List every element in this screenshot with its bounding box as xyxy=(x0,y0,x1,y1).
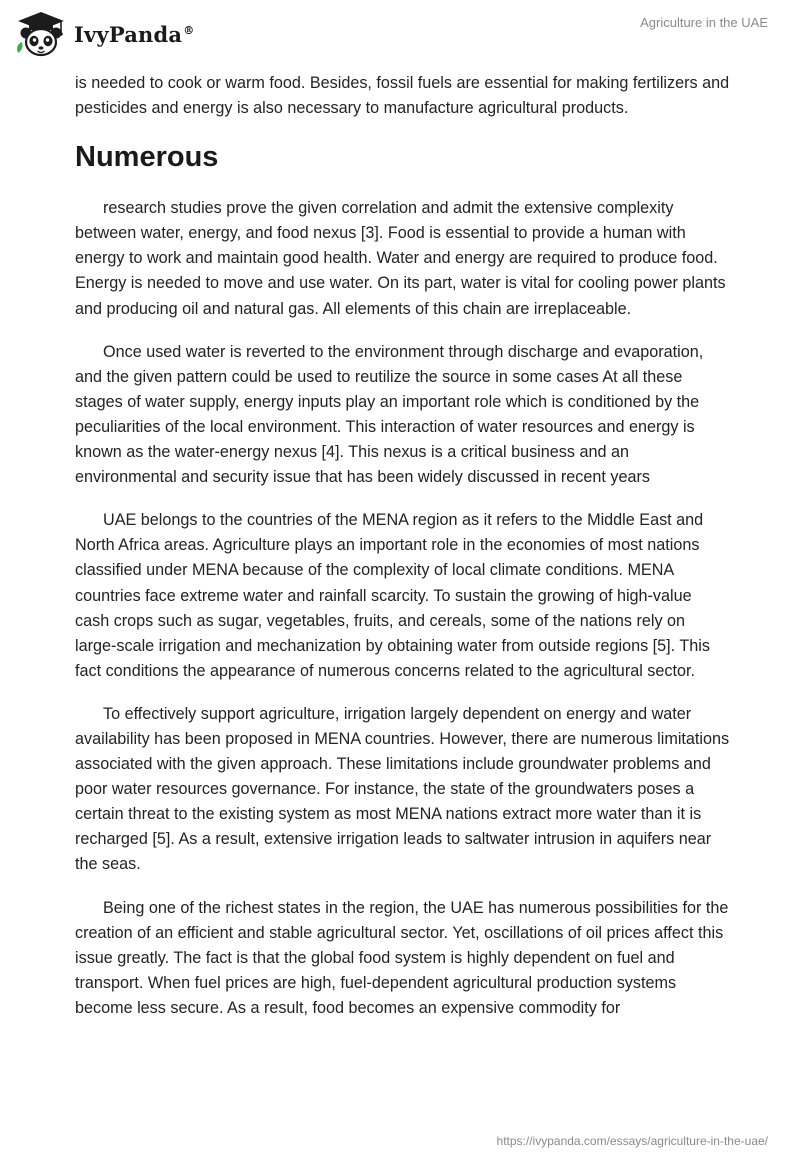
body-paragraph: research studies prove the given correlation and admit the extensive complexity between water, energy, and food nexus [3]. Food is essential to provide a human with energy to work and maintain good health. Water and energy are required to produce food. Energy is needed to move and use water. On its part, water is vital for cooling power plants and producing oil and natural gas. All elements of this chain are irreplaceable. xyxy=(75,199,726,318)
logo-wordmark xyxy=(74,22,194,47)
body-paragraph: UAE belongs to the countries of the MENA region as it refers to the Middle East and North Africa areas. Agriculture plays an important role in the economies of most nations classified under MENA because of the complexity of local climate conditions. MENA countries face extreme water and rainfall scarcity. To sustain the growing of high-value cash crops such as sugar, vegetables, fruits, and cereals, some of the nations rely on large-scale irrigation and mechanization by obtaining water from outside regions [5]. This fact conditions the appearance of numerous concerns related to the agricultural sector. xyxy=(75,511,710,680)
ivypanda-logo[interactable] xyxy=(14,9,194,59)
body-paragraph: Once used water is reverted to the environment through discharge and evaporation, and the given pattern could be used to reutilize the source in some cases At all these stages of water supply, energy inputs play an important role which is conditioned by the peculiarities of the local environment. This interaction of water resources and energy is known as the water-energy nexus [4]. This nexus is a critical business and an environmental and security issue that has been widely discussed in recent years xyxy=(75,342,704,487)
body-paragraph: Being one of the richest states in the region, the UAE has numerous possibilities for the creation of an efficient and stable agricultural sector. Yet, oscillations of oil prices affect this issue greatly. The fact is that the global food system is highly dependent on fuel and transport. When fuel prices are high, fuel-dependent agricultural production systems become less secure. As a result, food becomes an expensive commodity for xyxy=(75,898,729,1017)
source-url-link[interactable]: https://ivypanda.com/essays/agriculture-in-the-uae/ xyxy=(496,1134,768,1148)
page-header xyxy=(0,0,800,70)
intro-paragraph: is needed to cook or warm food. Besides, fossil fuels are essential for making fertilizers and pesticides and energy is also necessary to manufacture agricultural products. xyxy=(75,74,730,118)
registered-mark: ® xyxy=(183,23,195,37)
logo-name: IvyPanda xyxy=(74,21,183,47)
document-title: Agriculture in the UAE xyxy=(640,15,768,30)
body-paragraph: To effectively support agriculture, irrigation largely dependent on energy and water availability has been proposed in MENA countries. However, there are numerous limitations associated with the given approach. These limitations include groundwater problems and poor water resources governance. For instance, the state of the groundwaters poses a certain threat to the existing system as most MENA nations extract more water than it is recharged [5]. As a result, extensive irrigation leads to saltwater intrusion in aquifers near the seas. xyxy=(75,704,730,874)
section-heading: Numerous xyxy=(75,141,219,174)
panda-graduate-icon xyxy=(14,9,68,59)
essay-body xyxy=(75,71,730,1039)
